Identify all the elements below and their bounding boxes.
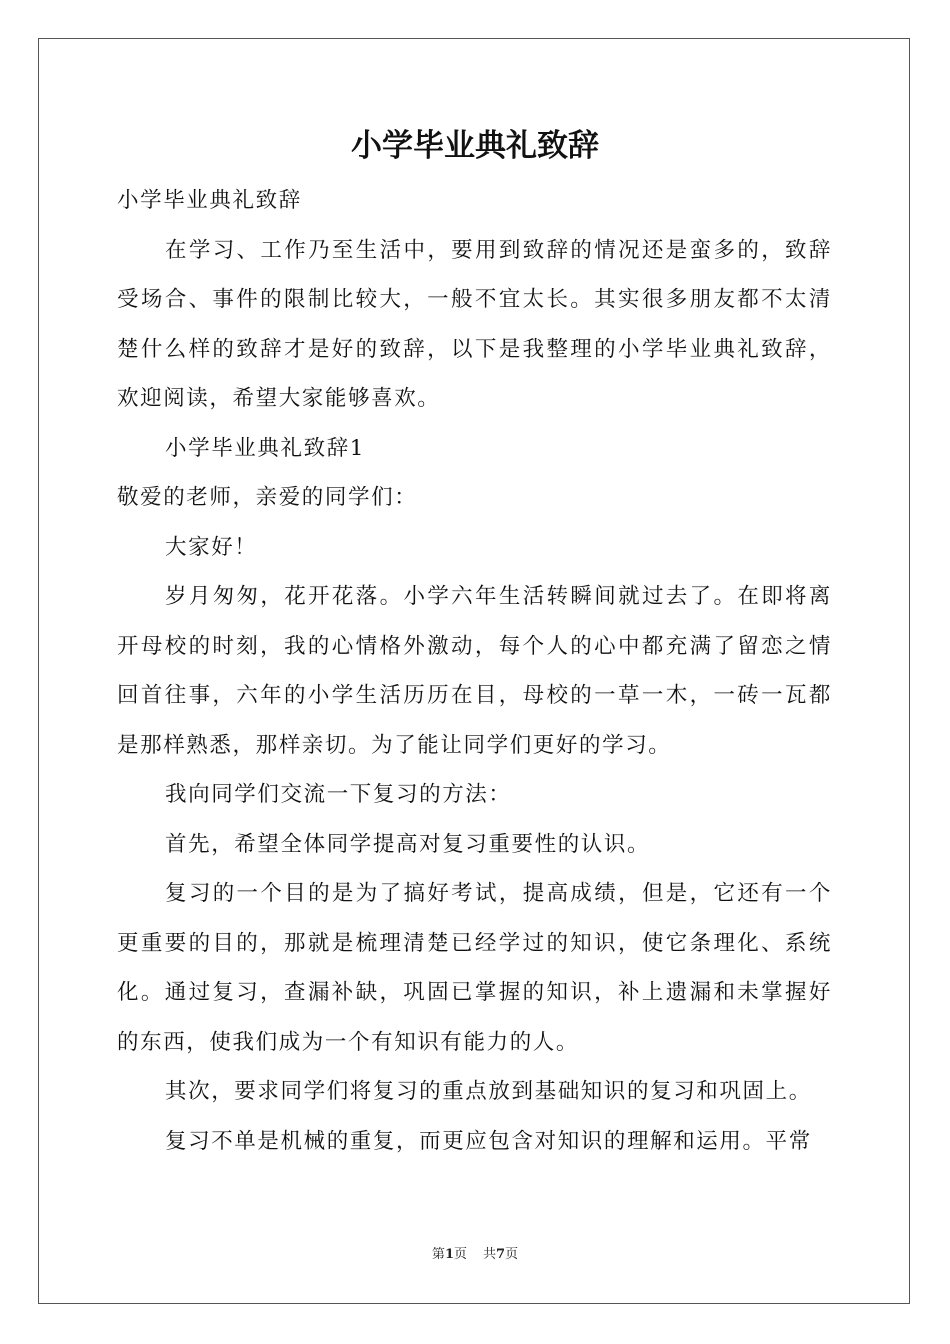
paragraph-body: 岁月匆匆，花开花落。小学六年生活转瞬间就过去了。在即将离开母校的时刻，我的心情格外激动，每个人的心中都充满了留恋之情回首往事，六年的小学生活历历在目，母校的一草一木，一砖一瓦都是那样熟悉，那样亲切。为了能让同学们更好的学习。 [117, 584, 832, 758]
title-container [0, 124, 950, 168]
paragraph-body: 复习不单是机械的重复，而更应包含对知识的理解和运用。平常 [165, 1128, 812, 1154]
paragraph-body: 首先，希望全体同学提高对复习重要性的认识。 [165, 831, 651, 857]
paragraph-salutation: 敬爱的老师，亲爱的同学们： [117, 485, 418, 510]
total-suffix: 页 [505, 1247, 519, 1262]
paragraph-body: 复习的一个目的是为了搞好考试，提高成绩，但是，它还有一个更重要的目的，那就是梳理清楚已经学过的知识，使它条理化、系统化。通过复习，查漏补缺，巩固已掌握的知识，补上遗漏和未掌握好的东西，使我们成为一个有知识有能力的人。 [117, 881, 832, 1055]
paragraph-body: 我向同学们交流一下复习的方法： [165, 782, 512, 807]
paragraph-subtitle: 小学毕业典礼致辞 [117, 188, 302, 213]
document-body [117, 176, 832, 1166]
paragraph-greeting: 大家好！ [165, 534, 258, 560]
total-prefix: 共 [483, 1247, 497, 1262]
page-suffix: 页 [453, 1247, 467, 1262]
paragraph-intro: 在学习、工作乃至生活中，要用到致辞的情况还是蛮多的，致辞受场合、事件的限制比较大，一般不宜太长。其实很多朋友都不太清楚什么样的致辞才是好的致辞，以下是我整理的小学毕业典礼致辞，欢迎阅读，希望大家能够喜欢。 [117, 237, 832, 411]
paragraph-body: 其次，要求同学们将复习的重点放到基础知识的复习和巩固上。 [165, 1079, 812, 1104]
page-footer [0, 1246, 950, 1264]
page-number: 1 [444, 1247, 454, 1262]
document-title: 小学毕业典礼致辞 [351, 128, 599, 164]
section-heading: 小学毕业典礼致辞1 [165, 435, 366, 461]
total-pages: 7 [496, 1247, 506, 1262]
page-prefix: 第 [431, 1247, 445, 1262]
